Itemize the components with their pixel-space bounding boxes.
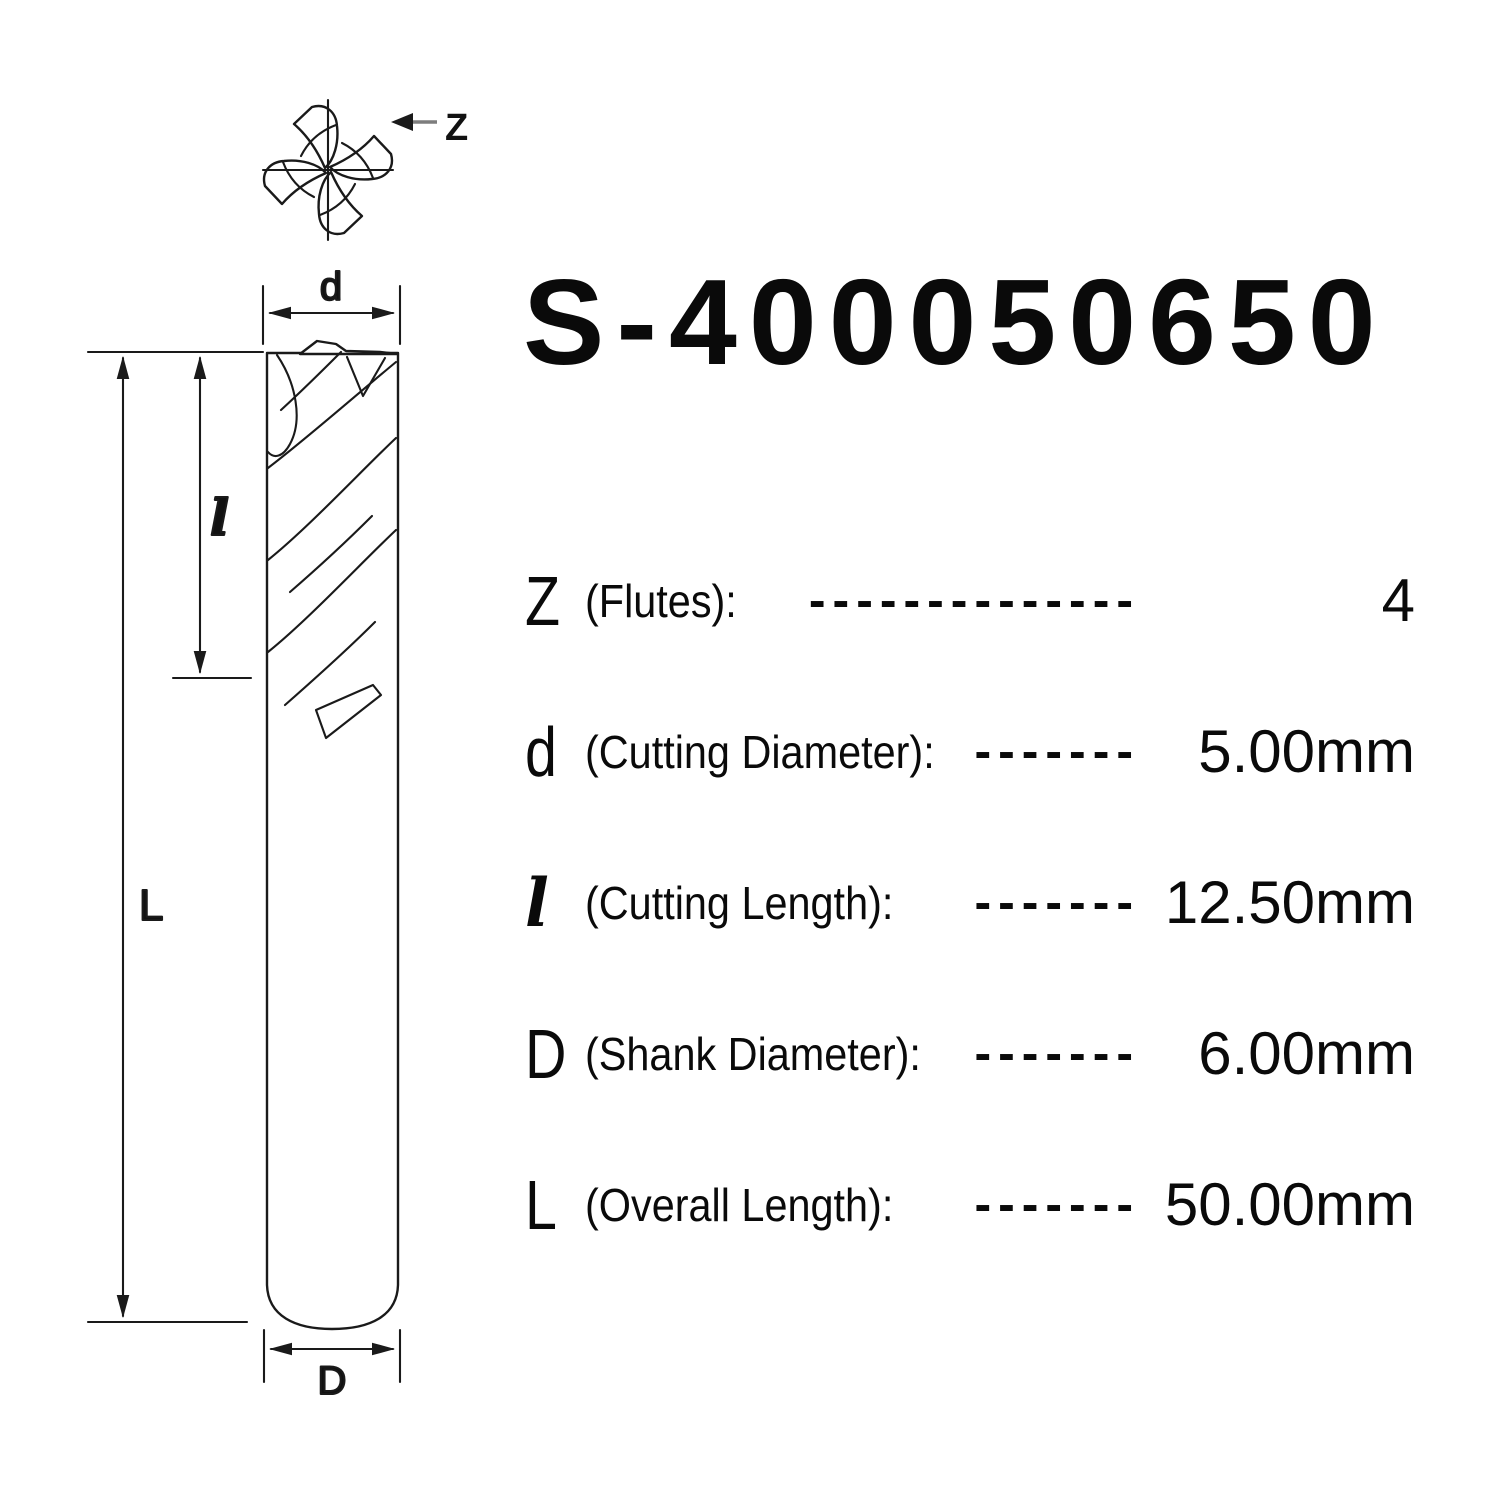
L-symbol-label: L: [139, 881, 164, 930]
spec-value: 5.00mm: [1198, 718, 1415, 785]
spec-symbol: Z: [525, 561, 561, 640]
spec-symbol: d: [525, 712, 557, 791]
spec-label: (Flutes):: [585, 574, 737, 627]
spec-label: (Cutting Length):: [585, 876, 894, 929]
helical-flute-lines: [268, 352, 396, 705]
cutting-length-dimension: [173, 358, 251, 678]
spec-row-cutting-length: [505, 827, 1415, 978]
D-symbol-label: D: [317, 1359, 347, 1403]
crosshair-lines: [263, 100, 393, 240]
spec-row-shank-diameter: [505, 978, 1415, 1129]
tip-tooth: [300, 341, 397, 354]
l-symbol-label: l: [210, 488, 229, 547]
spec-content: [505, 0, 1415, 1500]
spec-label: (Overall Length):: [585, 1178, 894, 1231]
shank-diameter-dimension: [264, 1330, 400, 1403]
spec-label: (Cutting Diameter):: [585, 725, 935, 778]
d-symbol-label: d: [319, 265, 343, 309]
spec-symbol: D: [525, 1014, 567, 1093]
flute-runout: [316, 685, 381, 738]
left-arrow-icon: [391, 113, 413, 131]
overall-length-dimension: [88, 352, 263, 1322]
spec-label: (Shank Diameter):: [585, 1027, 921, 1080]
z-symbol-label: Z: [445, 107, 469, 149]
spec-row-cutting-diameter: [505, 676, 1415, 827]
dash-leader: --------------: [808, 571, 1140, 628]
spec-value: 12.50mm: [1164, 869, 1415, 936]
spec-value: 4: [1381, 567, 1415, 634]
cutting-diameter-dimension: [263, 265, 400, 344]
spec-list: [505, 525, 1415, 1280]
flute-count-pointer: [391, 107, 468, 149]
dash-leader: -------: [974, 873, 1140, 930]
end-mill-top-view-icon: [263, 100, 393, 240]
product-title: S-400050650: [523, 254, 1388, 390]
end-mill-side-view: [267, 341, 398, 1329]
dash-leader: -------: [974, 722, 1140, 779]
spec-row-flutes: [505, 525, 1415, 676]
spec-value: 50.00mm: [1164, 1171, 1415, 1238]
spec-symbol: l: [525, 863, 549, 942]
spec-row-overall-length: [505, 1129, 1415, 1280]
spec-symbol: L: [525, 1165, 557, 1244]
dash-leader: -------: [974, 1175, 1140, 1232]
flute-margin-curve: [268, 355, 297, 456]
end-mill-technical-drawing: [0, 0, 500, 1500]
dash-leader: -------: [974, 1024, 1140, 1081]
spec-value: 6.00mm: [1198, 1020, 1415, 1087]
